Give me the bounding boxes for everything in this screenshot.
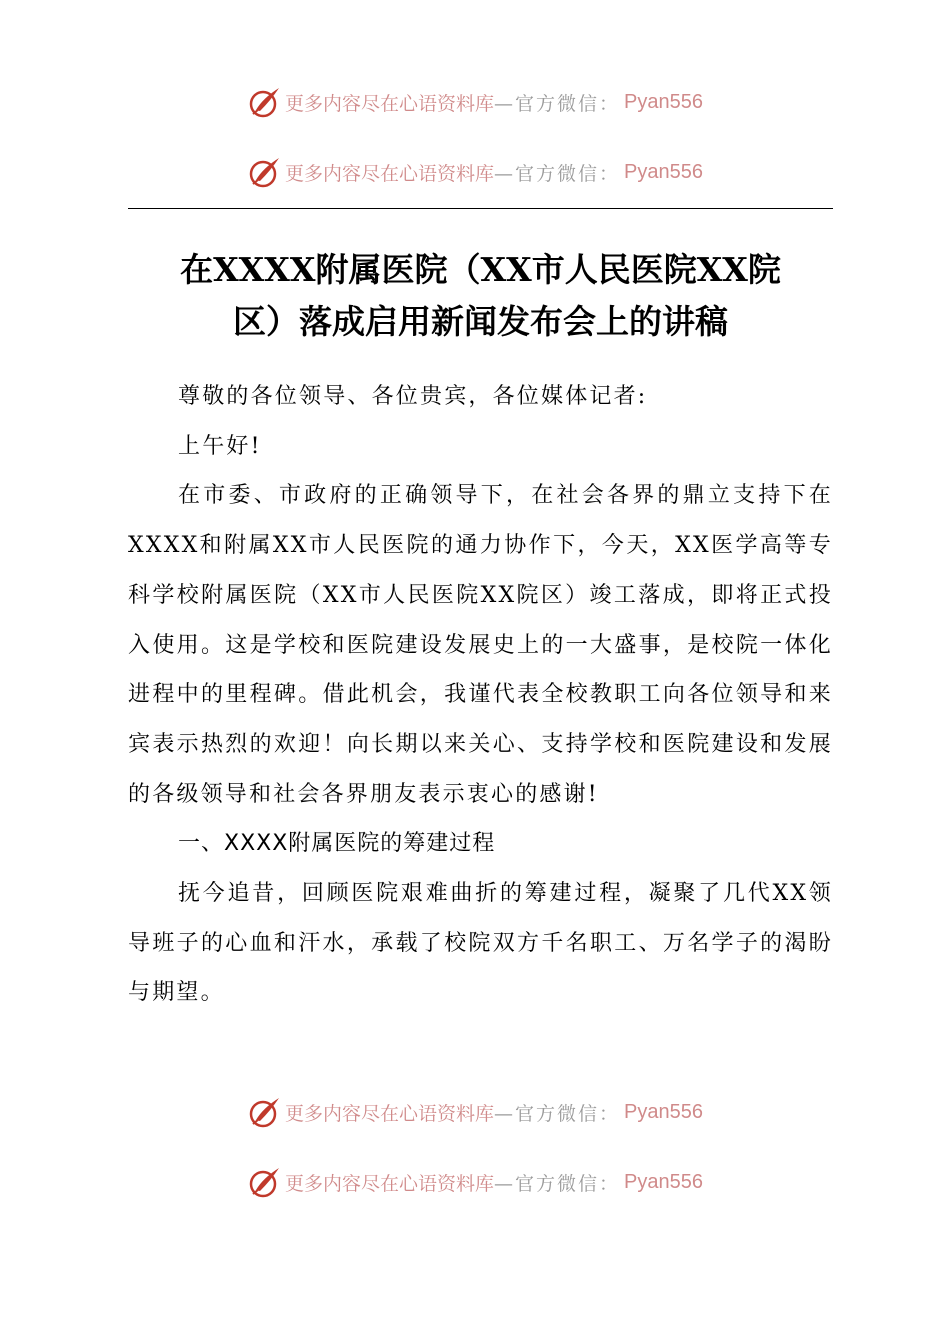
watermark-text: 更多内容尽在心语资料库 — [285, 1172, 495, 1195]
watermark-wechat-id: Pyan556 — [624, 1170, 703, 1193]
watermark-banner — [0, 82, 950, 122]
watermark-text-suffix: —官方微信： — [494, 92, 621, 115]
watermark-text-suffix: —官方微信： — [494, 162, 621, 185]
document-title-line: 区）落成启用新闻发布会上的讲稿 — [233, 302, 728, 341]
watermark-wechat-id: Pyan556 — [624, 160, 703, 183]
watermark-banner — [0, 1092, 950, 1132]
section-heading: 一、XXXX附属医院的筹建过程 — [178, 831, 496, 857]
watermark-text-suffix: —官方微信： — [494, 1172, 621, 1195]
document-body — [128, 372, 833, 1018]
watermark-text-suffix: —官方微信： — [494, 1102, 621, 1125]
watermark-text: 更多内容尽在心语资料库 — [285, 1102, 495, 1125]
watermark-text: 更多内容尽在心语资料库 — [285, 162, 495, 185]
quill-pen-logo-icon — [247, 154, 283, 190]
header-divider — [128, 208, 833, 209]
watermark-banner — [0, 1162, 950, 1202]
quill-pen-logo-icon — [247, 1094, 283, 1130]
paragraph: 在市委、市政府的正确领导下，在社会各界的鼎立支持下在XXXX和附属XX市人民医院的通力协作下，今天，XX医学高等专科学校附属医院（XX市人民医院XX院区）竣工落成，即将正式投入使用。这是学校和医院建设发展史上的一大盛事，是校院一体化进程中的里程碑。借此机会，我谨代表全校教职工向各位领导和来宾表示热烈的欢迎！向长期以来关心、支持学校和医院建设和发展的各级领导和社会各界朋友表示衷心的感谢! — [128, 483, 833, 807]
paragraph: 抚今追昔，回顾医院艰难曲折的筹建过程，凝聚了几代XX领导班子的心血和汗水，承载了校院双方千名职工、万名学子的渴盼与期望。 — [128, 881, 833, 1006]
watermark-wechat-id: Pyan556 — [624, 90, 703, 113]
greeting: 上午好! — [178, 433, 262, 459]
quill-pen-logo-icon — [247, 1164, 283, 1200]
salutation: 尊敬的各位领导、各位贵宾，各位媒体记者: — [178, 384, 648, 409]
watermark-wechat-id: Pyan556 — [624, 1100, 703, 1123]
watermark-text: 更多内容尽在心语资料库 — [285, 92, 495, 115]
document-title — [128, 244, 833, 348]
document-title-line: 在XXXX附属医院（XX市人民医院XX院 — [180, 250, 781, 289]
quill-pen-logo-icon — [247, 84, 283, 120]
watermark-banner — [0, 152, 950, 192]
